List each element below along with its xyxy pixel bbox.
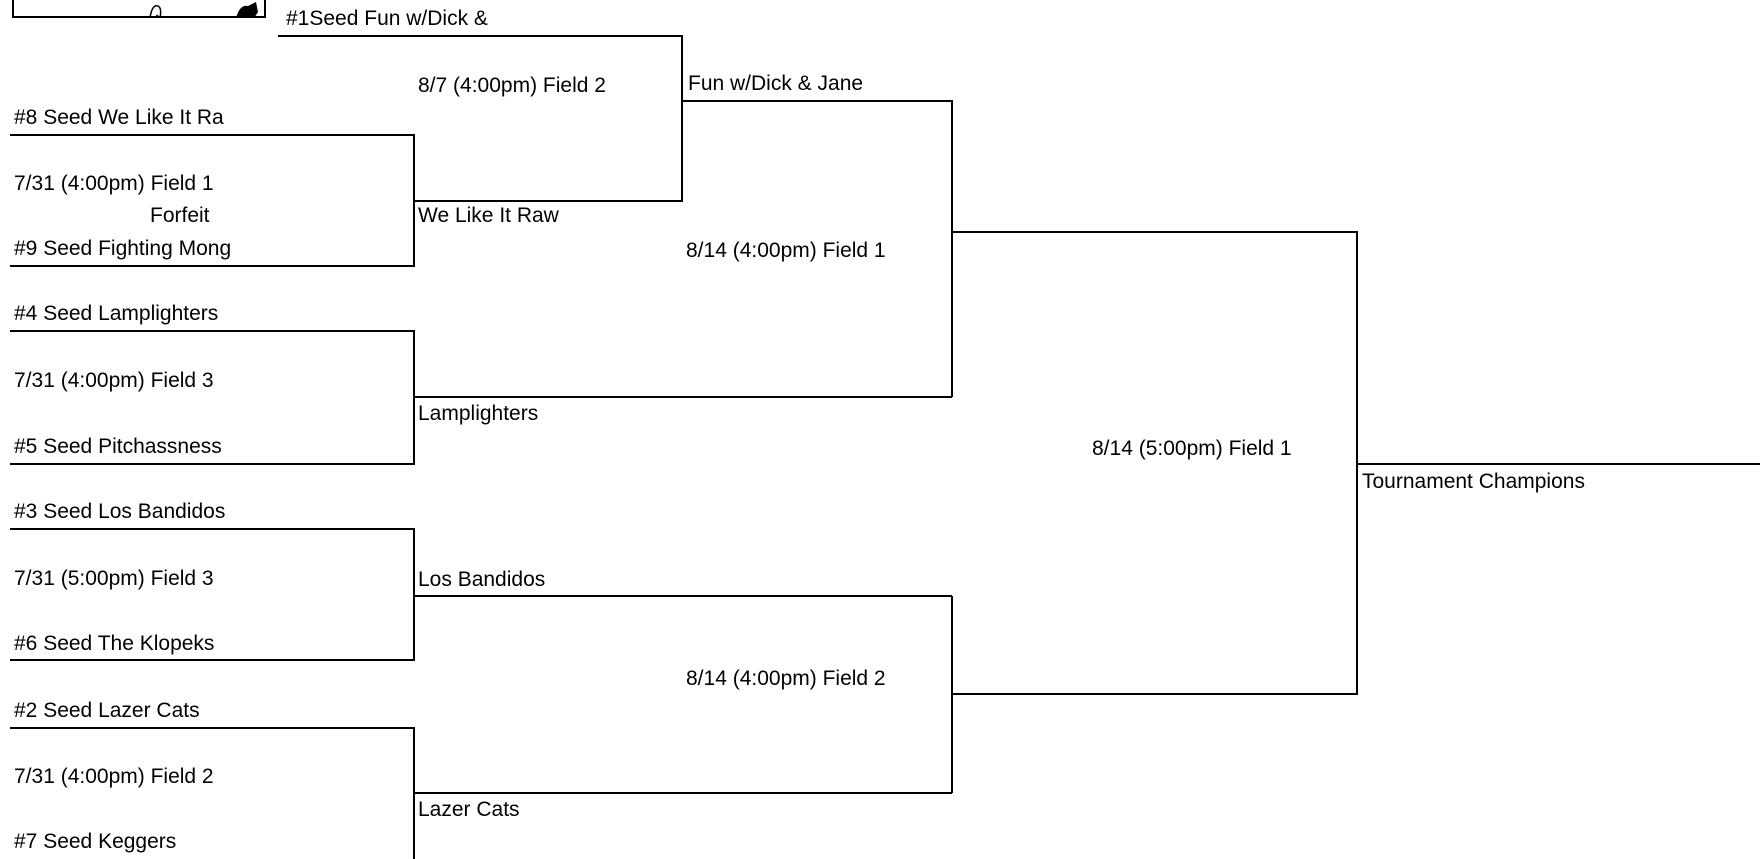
seed-3-label: #3 Seed Los Bandidos	[14, 500, 226, 523]
game-2v7-info: 7/31 (4:00pm) Field 2	[14, 765, 214, 788]
game-8v9-note: Forfeit	[150, 204, 210, 227]
game-4v5-info: 7/31 (4:00pm) Field 3	[14, 369, 214, 392]
winner-2v7: Lazer Cats	[418, 798, 520, 821]
seed-8-label: #8 Seed We Like It Ra	[14, 106, 224, 129]
winner-round2-top: Fun w/Dick & Jane	[688, 72, 864, 95]
seed-9-label: #9 Seed Fighting Mong	[14, 237, 232, 260]
game-8v9-info: 7/31 (4:00pm) Field 1	[14, 172, 214, 195]
semi-top-info: 8/14 (4:00pm) Field 1	[686, 239, 886, 262]
semi-bottom-info: 8/14 (4:00pm) Field 2	[686, 667, 886, 690]
seed-6-label: #6 Seed The Klopeks	[14, 632, 215, 655]
bracket-line-final	[952, 232, 1357, 694]
game-3v6-info: 7/31 (5:00pm) Field 3	[14, 567, 214, 590]
champion-label: Tournament Champions	[1362, 470, 1585, 493]
winner-4v5: Lamplighters	[418, 402, 539, 425]
seed-4-label: #4 Seed Lamplighters	[14, 302, 219, 325]
winner-3v6: Los Bandidos	[418, 568, 546, 591]
seed-5-label: #5 Seed Pitchassness	[14, 435, 222, 458]
seed-2-label: #2 Seed Lazer Cats	[14, 699, 200, 722]
seed-7-label: #7 Seed Keggers	[14, 830, 177, 853]
final-info: 8/14 (5:00pm) Field 1	[1092, 437, 1292, 460]
seed-1-label: #1Seed Fun w/Dick &	[286, 7, 488, 30]
winner-8v9: We Like It Raw	[418, 204, 559, 227]
game-1vw-info: 8/7 (4:00pm) Field 2	[418, 74, 606, 97]
bracket-line-1vw	[278, 36, 682, 201]
